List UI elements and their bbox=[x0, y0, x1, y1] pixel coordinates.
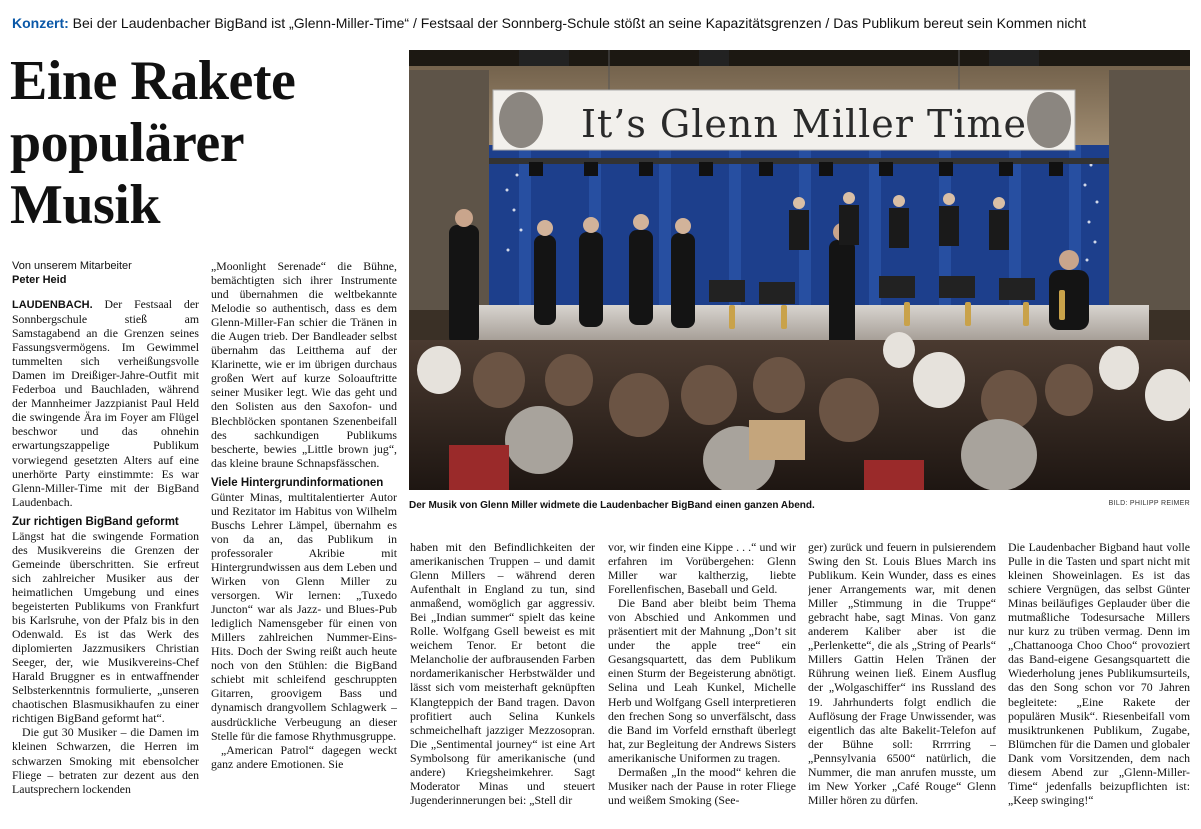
article-column-1 bbox=[12, 297, 199, 827]
paragraph: „Moonlight Serenade“ die Bühne, bemächtigten sich ihrer Instrumente und übernahmen die weltbekannte Melodie so authentisch, dass es dem Glenn-Miller-Fan schier die Tränen in die Augen trieb. Der Bandleader selbst übernahm das Leitthema auf der Klarinette, wie er im übrigen durchaus großen Wert auf kurze Soloauftritte seiner Musiker legt. Wie das geht und den Solisten aus den Saxofon- und Blechblöcken spontanen Szenenbeifall des sachkundigen Publikums bescherte, bewies „Little brown jug“, das kleine braune Schnapsfässchen. bbox=[211, 259, 397, 470]
paragraph: Längst hat die swingende Formation des Musikvereins die Grenzen der Gemeinde überschritten. Sie erfreut sich zahlreicher Musiker aus der heimatlichen Umgebung und eines begeisterten Publikums von Frankfurt bis Karlsruhe, von der Pfalz bis in den Odenwald. Es ist das Werk des diplomierten Jazzmusikers Christian Seeger, der, wie Musikvereins-Chef Harald Bruggner es in entwaffnender Selbsterkenntnis formulierte, „unseren chaotischen Blasmusikhaufen zu einer richtigen BigBand geformt hat“. bbox=[12, 528, 199, 726]
photo-credit: BILD: PHILIPP REIMER bbox=[1108, 500, 1190, 507]
headline-line-1: Eine Rakete bbox=[10, 50, 296, 112]
article-kicker bbox=[12, 14, 1192, 32]
article-column-3 bbox=[410, 540, 595, 827]
paragraph: Dermaßen „In the mood“ kehren die Musiker nach der Pause in roter Fliege und weißem Smoking (See- bbox=[608, 764, 796, 807]
subheading: Viele Hintergrundinformationen bbox=[211, 476, 384, 489]
paragraph: Die Laudenbacher Bigband haut volle Pulle in die Tasten und spart nicht mit kleinen Showeinlagen. Es ist das schiere Vergnügen, das selbst Günter Minas beiläufiges Geplauder über die mutmaßliche Todesursache Millers nur kurz zu trüben vermag. Denn im „Chattanooga Choo Choo“ provoziert das Band-eigene Gesangsquartett die Wiederholung jenes Publikumsurteils, das den Song schon vor 70 Jahren begleitete: „Eine Rakete der populären Musik“. Riesenbeifall vom musiktrunkenen Publikum, Zugabe, Blümchen für die Damen und globaler Dank vom Vorsitzenden, dem nach diesem Abend zur „Glenn-Miller-Time“ jedenfalls beizupflichten ist: „Keep swinging!“ bbox=[1008, 540, 1190, 807]
subheading: Zur richtigen BigBand geformt bbox=[12, 515, 179, 528]
concert-photo bbox=[409, 50, 1190, 490]
paragraph: „American Patrol“ dagegen weckt ganz andere Emotionen. Sie bbox=[211, 742, 397, 771]
headline-line-3: Musik bbox=[10, 174, 160, 236]
paragraph: Die Band aber bleibt beim Thema von Abschied und Ankommen und präsentiert mit der Mahnung „Don’t sit under the apple tree“ ein Gesangsquartett, das dem Publikum einen Sturm der Begeisterung abnötigt. Selina und Leah Kunkel, Michelle Herb und Wolfgang Gsell interpretieren den frechen Song so unverfälscht, dass die Band im Vorfeld ernsthaft überlegt hat, zur Begleitung der Andrews Sisters amerikanische Uniformen zu tragen. bbox=[608, 596, 796, 765]
paragraph-text: Der Festsaal der Sonnbergschule stieß am Samstagabend an die Grenzen seines Fassungsvermögens. Im Gewimmel tummelten sich verheißungsvolle Damen im Dreißiger-Jahre-Outfit mit Federboa und Bauchladen, während der Mannheimer Jazzpianist Paul Held die swingende Ära im Foyer am Flügel beschwor und das ohnehin erwartungszappelige Publikum vorwiegend gesetzten Alters auf eine unerhörte Party einstimmte: Es war Glenn-Miller-Time mit der BigBand Laudenbach. bbox=[12, 297, 199, 509]
paragraph: ger) zurück und feuern in pulsierendem Swing den St. Louis Blues March ins Publikum. Kein Wunder, dass es eines jener Arrangements war, mit denen Miller „Stimmung in die Truppe“ gebracht habe, sagt Minas. Von ganz anderem Kaliber aber ist die „Perlenkette“, die als „String of Pearls“ Millers Gattin Helen Tränen der Rührung weinen ließ. Einem Ausflug der „Wolgaschiffer“ ins Russland des 19. Jahrhunderts folgt endlich die Auflösung der Frage Unwissender, was eigentlich das alte Bakelit-Telefon auf der Bühne soll: Rrrrring – „Pennsylvania 6500“ natürlich, die Nummer, die man anrufen musste, um im New Yorker „Café Rouge“ Glenn Miller hören zu dürfen. bbox=[808, 540, 996, 807]
paragraph: haben mit den Befindlichkeiten der amerikanischen Truppen – und damit Glenn Millers – während deren Aufenthalt in England zu tun, sind anmaßend, womöglich gar aggressiv. Bei „Indian summer“ spielt das keine Rolle. Wolfgang Gsell beweist es mit weichem Tenor. Er betont die Melancholie der aufbrausenden Farben nordamerikanischer Herbstwälder und lässt sich vom meisterhaft geknüpften Klangteppich der Band tragen. Davon profitiert auch Selina Kunkels schmeichelhaft jazziger Mezzosopran. Die „Sentimental journey“ ist eine Art Symbolsong für amerikanische (und andere) Kriegsheimkehrer. Sagt Moderator Minas und steuert Jugenderinnerungen bei: „Stell dir bbox=[410, 540, 595, 807]
kicker-text: Bei der Laudenbacher BigBand ist „Glenn-Miller-Time“ / Festsaal der Sonnberg-Schule stößt an seine Kapazitätsgrenzen / Das Publikum bereut sein Kommen nicht bbox=[68, 15, 1087, 31]
byline bbox=[12, 259, 202, 287]
photo-caption: Der Musik von Glenn Miller widmete die Laudenbacher BigBand einen ganzen Abend. bbox=[409, 500, 815, 511]
paragraph: Günter Minas, multitalentierter Autor und Rezitator im Habitus von Wilhelm Buschs Lehrer Lämpel, übernahm es von da an, das Publikum in professoraler Akribie mit Hintergrundwissen aus dem Leben und Wirken von Glenn Miller zu versorgen. Wir lernen: „Tuxedo Juncton“ war als Jazz- und Blues-Pub lediglich Namensgeber für einen von Millers zahlreichen Nummer-Eins-Hits. Doch der Swing reißt auch heute noch von den Stühlen: die BigBand schiebt mit schleifend geschruppten Gitarren, groovigem Bass und dynamisch drangvollem Schlagwerk – ausdrückliche Verbeugung an dieser Stelle für die famose Rhythmusgruppe. bbox=[211, 489, 397, 743]
dateline: LAUDENBACH. bbox=[12, 299, 93, 311]
headline-line-2: populärer bbox=[10, 112, 245, 174]
paragraph bbox=[12, 297, 199, 509]
byline-prefix: Von unserem Mitarbeiter bbox=[12, 260, 132, 272]
article-column-2 bbox=[211, 259, 397, 827]
article-column-6 bbox=[1008, 540, 1190, 827]
banner-text: It’s Glenn Miller Time bbox=[580, 102, 1028, 146]
paragraph: vor, wir finden eine Kippe . . .“ und wir erfahren im Vorübergehen: Glenn Miller war kaltherzig, liebte Forellenfischen, Baseball und Geld. bbox=[608, 540, 796, 597]
article-column-5 bbox=[808, 540, 996, 827]
byline-author: Peter Heid bbox=[12, 274, 67, 286]
article-column-4 bbox=[608, 540, 796, 827]
kicker-label: Konzert: bbox=[12, 15, 69, 31]
paragraph: Die gut 30 Musiker – die Damen im kleinen Schwarzen, die Herren im schwarzen Smoking mit ebensolcher Fliege – betraten zur dezent aus den Lautsprechern lockenden bbox=[12, 725, 199, 796]
headline bbox=[10, 50, 400, 236]
